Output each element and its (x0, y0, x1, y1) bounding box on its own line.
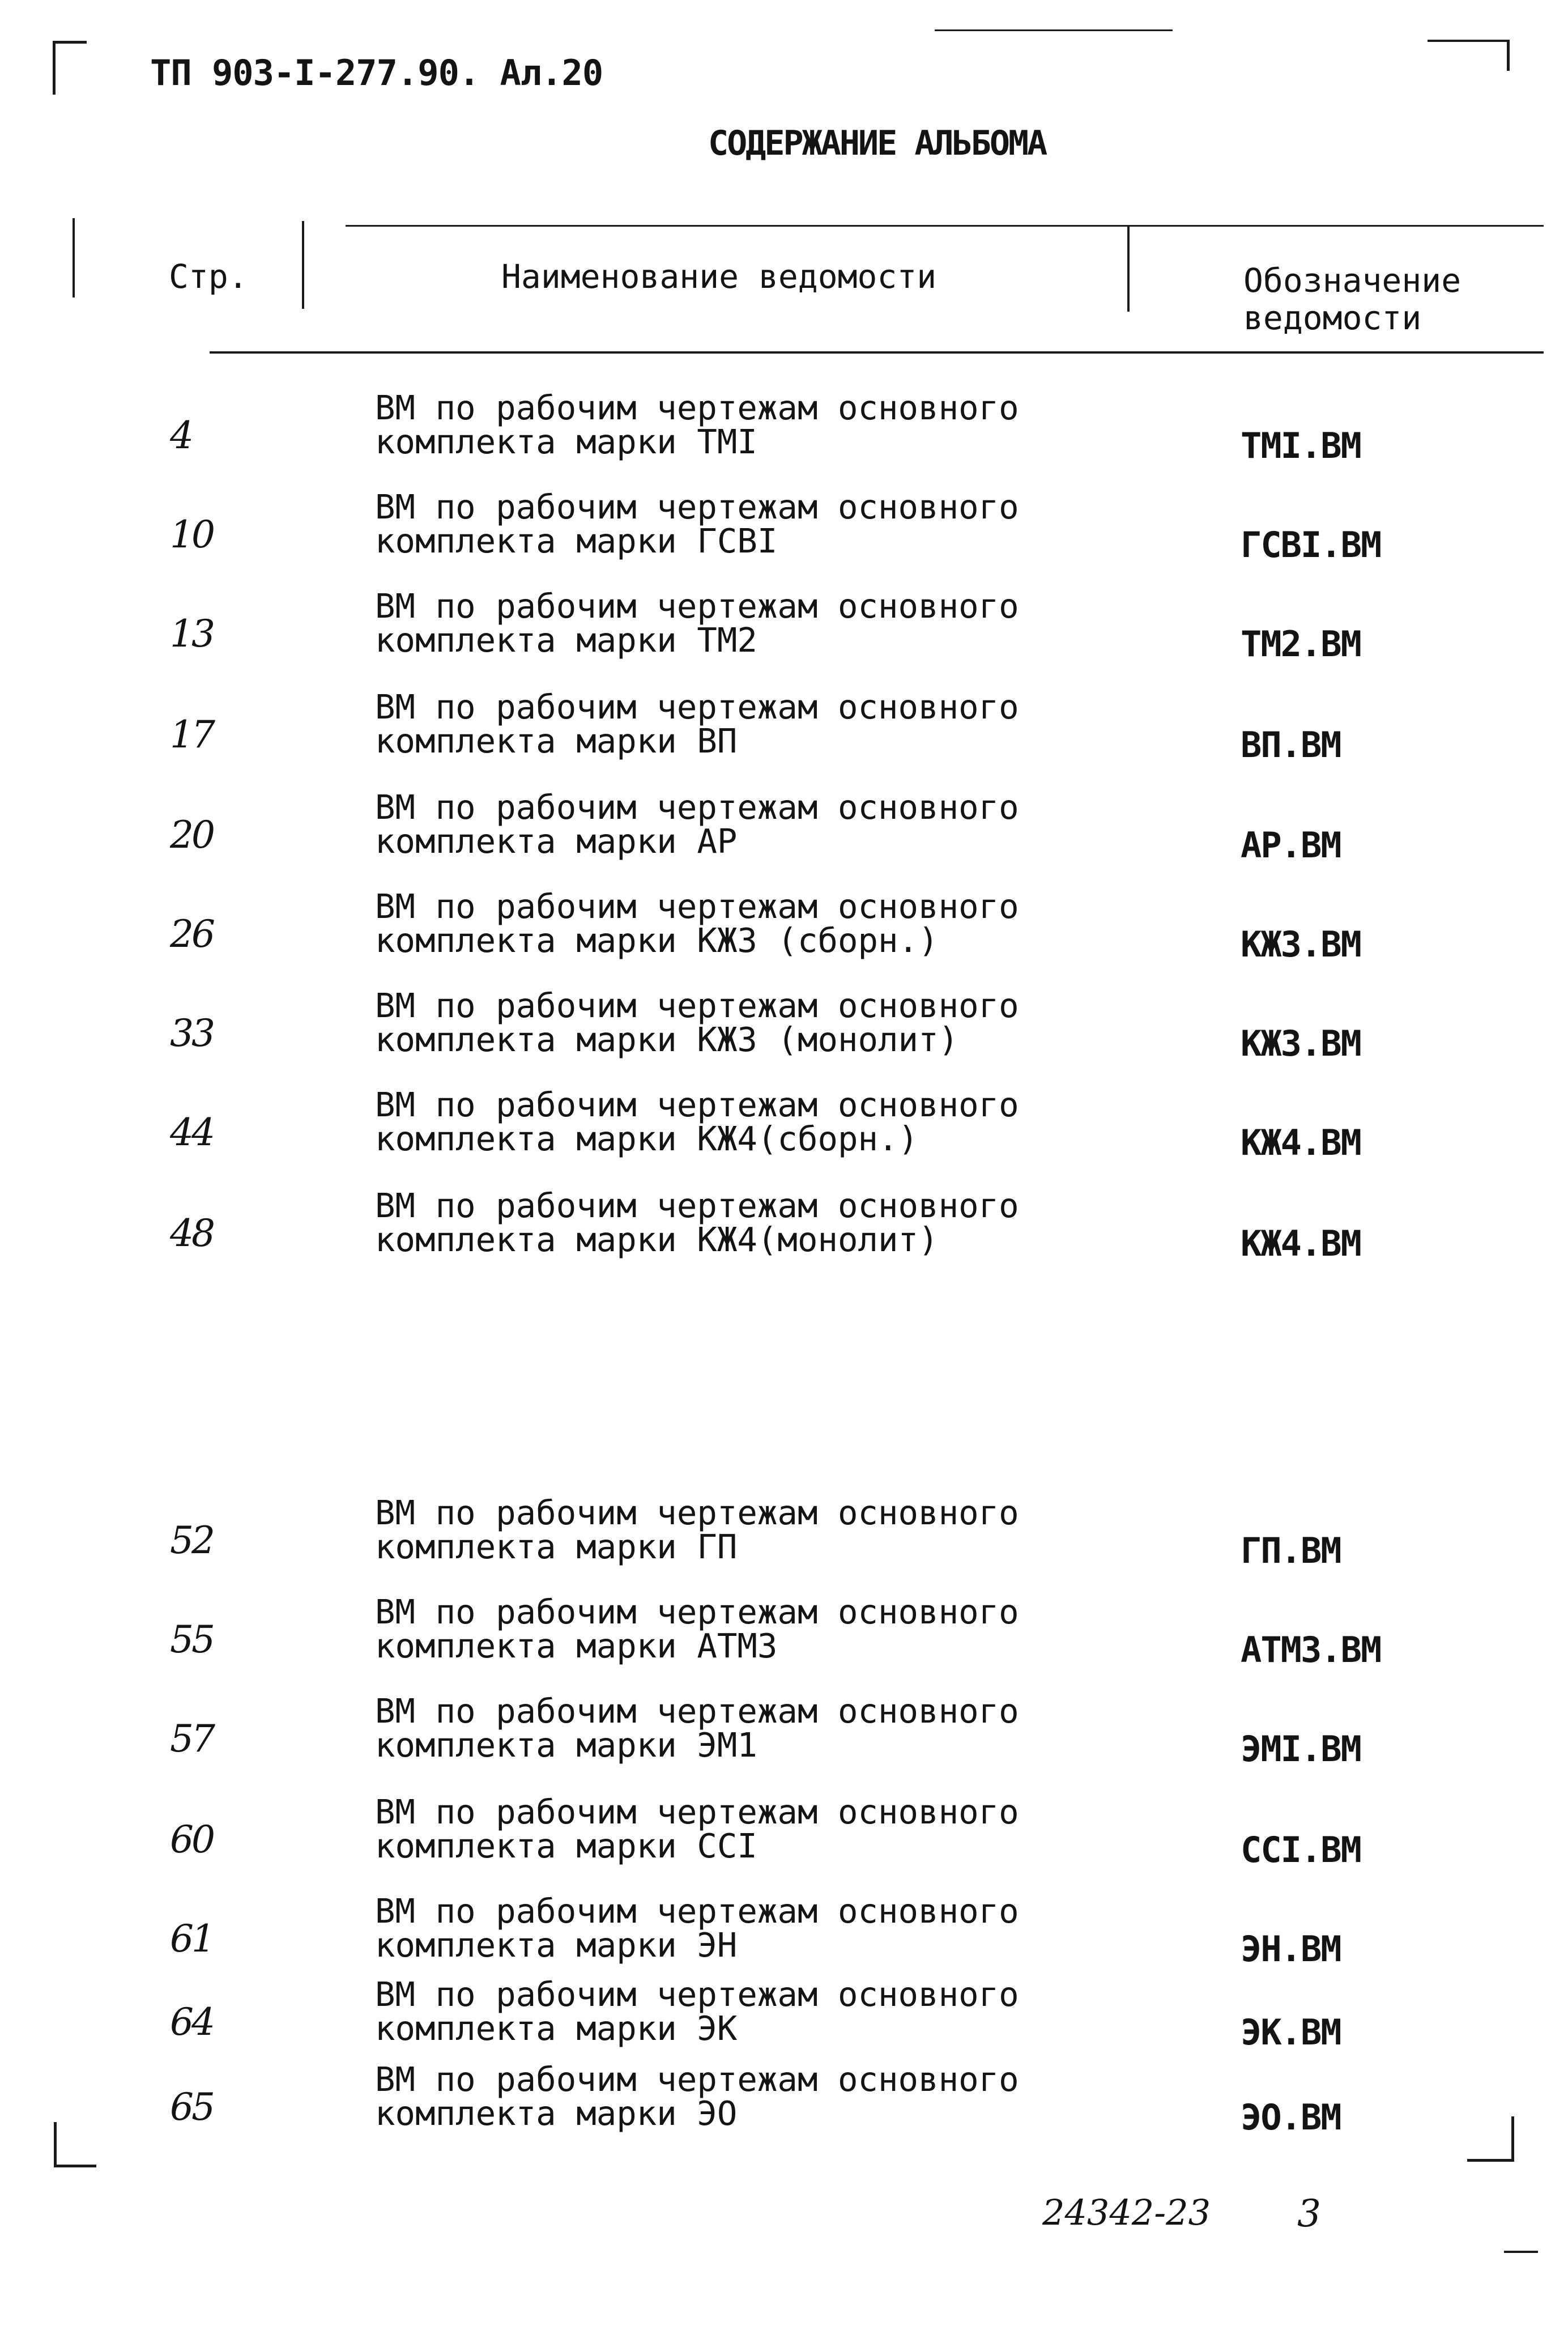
row-page-number: 10 (170, 513, 213, 556)
document-code: ТП 903-I-277.90. Ал.20 (150, 52, 603, 93)
row-name-line-1: ВМ по рабочим чертежам основного (375, 1085, 1019, 1124)
sheet-number: 3 (1297, 2192, 1321, 2235)
row-page-number: 61 (170, 1917, 213, 1961)
row-designation: ТМI.ВМ (1241, 425, 1361, 466)
row-designation: КЖ4.ВМ (1241, 1223, 1361, 1264)
document-title: СОДЕРЖАНИЕ АЛЬБОМА (708, 124, 1046, 163)
row-designation: ЭН.ВМ (1241, 1928, 1341, 1970)
row-name-line-1: ВМ по рабочим чертежам основного (375, 1691, 1019, 1731)
row-name-line-2: комплекта марки АТМ3 (375, 1626, 778, 1665)
row-name-line-1: ВМ по рабочим чертежам основного (375, 2060, 1019, 2099)
row-designation: ВП.ВМ (1241, 724, 1341, 766)
row-name-line-2: комплекта марки КЖ4(монолит) (375, 1220, 939, 1259)
row-name-line-1: ВМ по рабочим чертежам основного (375, 1493, 1019, 1532)
row-name (375, 887, 1225, 960)
table-row (0, 887, 1568, 975)
row-name-line-2: комплекта марки ТМI (375, 422, 757, 461)
row-name (375, 1691, 1225, 1765)
row-designation: АР.ВМ (1241, 824, 1341, 866)
row-name-line-1: ВМ по рабочим чертежам основного (375, 1792, 1019, 1831)
row-designation: КЖ3.ВМ (1241, 1023, 1361, 1064)
row-name-line-1: ВМ по рабочим чертежам основного (375, 687, 1019, 726)
row-page-number: 4 (170, 414, 191, 457)
row-name-line-1: ВМ по рабочим чертежам основного (375, 1592, 1019, 1631)
row-designation: ГП.ВМ (1241, 1530, 1341, 1571)
column-header-name: Наименование ведомости (501, 257, 937, 296)
row-designation: ЭК.ВМ (1241, 2012, 1341, 2053)
row-name (375, 388, 1225, 461)
row-designation: КЖ4.ВМ (1241, 1122, 1361, 1163)
row-designation: ССI.ВМ (1241, 1829, 1361, 1870)
table-row (0, 687, 1568, 775)
row-page-number: 60 (170, 1818, 213, 1861)
row-designation: ГСВI.ВМ (1241, 524, 1381, 566)
row-name-line-1: ВМ по рабочим чертежам основного (375, 586, 1019, 626)
row-name-line-2: комплекта марки ГП (375, 1527, 738, 1566)
row-name (375, 1493, 1225, 1566)
column-header-page: Стр. (169, 257, 248, 296)
row-designation: АТМ3.ВМ (1241, 1629, 1381, 1670)
row-name-line-2: комплекта марки ССI (375, 1826, 757, 1865)
row-name-line-1: ВМ по рабочим чертежам основного (375, 487, 1019, 526)
row-name-line-2: комплекта марки КЖ3 (сборн.) (375, 921, 939, 960)
table-row (0, 1691, 1568, 1779)
row-name-line-1: ВМ по рабочим чертежам основного (375, 388, 1019, 427)
row-name-line-2: комплекта марки ЭН (375, 1925, 738, 1965)
table-row (0, 388, 1568, 476)
column-header-designation: Обозначение ведомости (1243, 261, 1462, 337)
row-page-number: 64 (170, 2000, 213, 2044)
row-name-line-2: комплекта марки ГСВI (375, 521, 778, 560)
row-designation: КЖ3.ВМ (1241, 924, 1361, 965)
row-name (375, 1975, 1225, 2048)
row-name-line-2: комплекта марки КЖ4(сборн.) (375, 1119, 919, 1158)
row-name-line-2: комплекта марки ВП (375, 721, 738, 760)
row-name-line-2: комплекта марки ЭМ1 (375, 1725, 757, 1765)
table-row (0, 1085, 1568, 1173)
table-row (0, 1493, 1568, 1581)
row-name-line-1: ВМ по рабочим чертежам основного (375, 986, 1019, 1025)
table-row (0, 2060, 1568, 2148)
row-name (375, 1891, 1225, 1965)
row-name (375, 1186, 1225, 1259)
row-name-line-1: ВМ по рабочим чертежам основного (375, 788, 1019, 827)
table-row (0, 1592, 1568, 1680)
row-name (375, 487, 1225, 560)
row-name-line-1: ВМ по рабочим чертежам основного (375, 1891, 1019, 1931)
row-page-number: 65 (170, 2085, 213, 2129)
table-row (0, 790, 1568, 875)
row-page-number: 48 (170, 1211, 213, 1255)
row-designation: ТМ2.ВМ (1241, 623, 1361, 665)
row-name-line-2: комплекта марки КЖ3 (монолит) (375, 1020, 959, 1059)
row-name-line-1: ВМ по рабочим чертежам основного (375, 1975, 1019, 2014)
table-row (0, 1186, 1568, 1274)
row-designation: ЭО.ВМ (1241, 2097, 1341, 2138)
row-page-number: 20 (170, 813, 213, 857)
bottom-right-dash (1504, 2251, 1538, 2253)
row-name (375, 586, 1225, 660)
row-name (375, 2060, 1225, 2133)
row-page-number: 44 (170, 1111, 213, 1154)
row-name (375, 1592, 1225, 1665)
row-name-line-1: ВМ по рабочим чертежам основного (375, 1186, 1019, 1225)
table-row (0, 1792, 1568, 1880)
row-name-line-2: комплекта марки ЭК (375, 2009, 738, 2048)
row-name (375, 788, 1225, 861)
row-page-number: 33 (170, 1011, 213, 1055)
row-page-number: 55 (170, 1618, 213, 1661)
row-name (375, 687, 1225, 760)
row-name (375, 1792, 1225, 1865)
table-row (0, 1975, 1568, 2063)
table-row (0, 986, 1568, 1074)
row-page-number: 17 (170, 713, 213, 756)
row-page-number: 52 (170, 1519, 213, 1562)
table-row (0, 1891, 1568, 1979)
archive-number: 24342-23 (1042, 2192, 1211, 2233)
row-page-number: 13 (170, 612, 213, 656)
row-name (375, 1085, 1225, 1158)
row-name (375, 986, 1225, 1059)
table-row (0, 487, 1568, 575)
row-name-line-1: ВМ по рабочим чертежам основного (375, 887, 1019, 926)
row-name-line-2: комплекта марки АР (375, 822, 738, 861)
row-name-line-2: комплекта марки ТМ2 (375, 620, 757, 660)
table-row (0, 586, 1568, 674)
row-designation: ЭМI.ВМ (1241, 1728, 1361, 1770)
row-name-line-2: комплекта марки ЭО (375, 2094, 738, 2133)
row-page-number: 26 (170, 912, 213, 956)
row-page-number: 57 (170, 1717, 213, 1761)
